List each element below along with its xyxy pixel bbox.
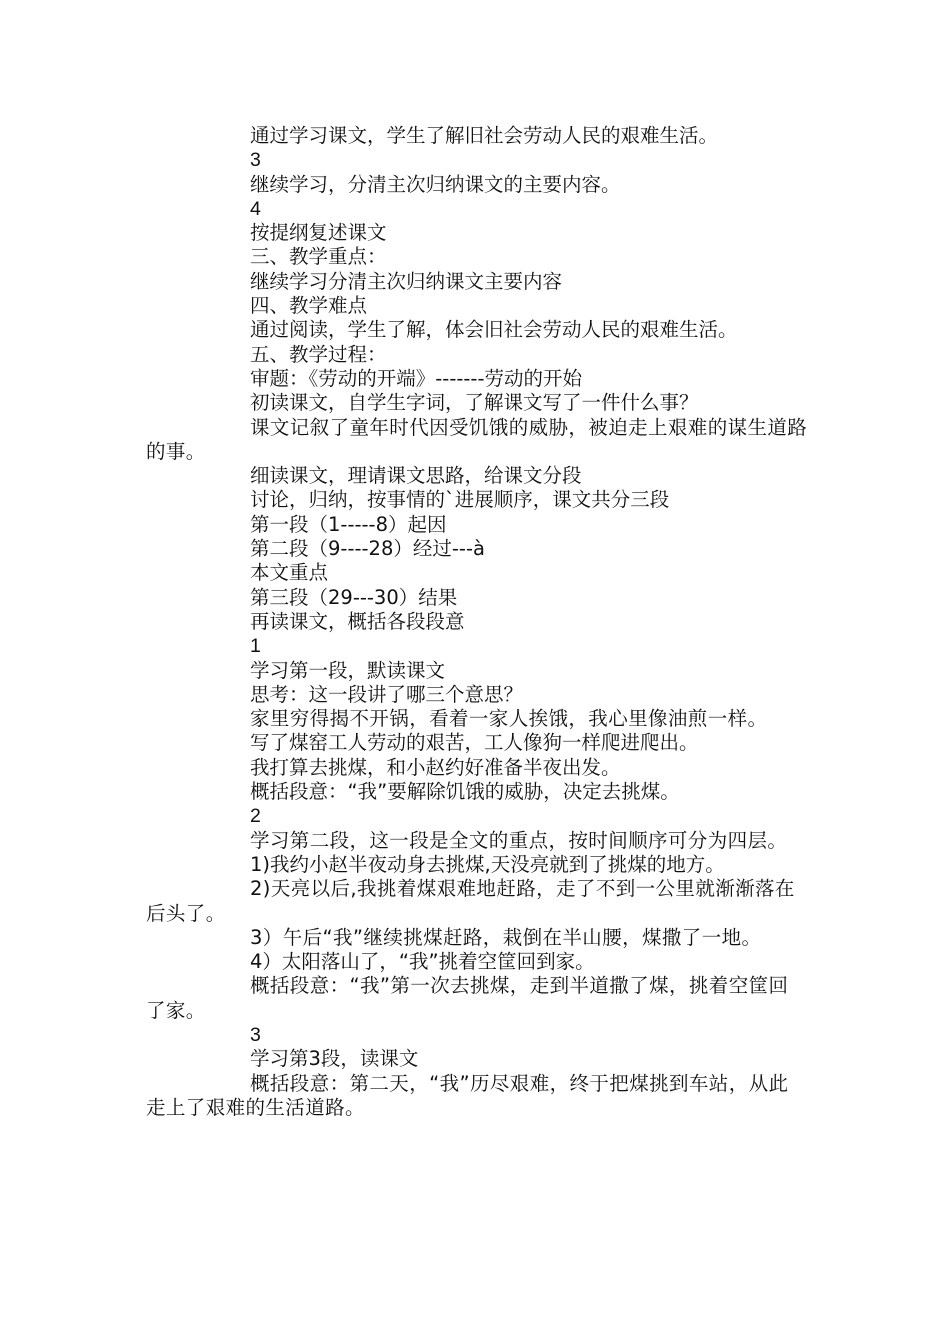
paragraph-detailed-reading: 细读课文，理请课文思路，给课文分段 (250, 464, 582, 488)
item-number-3: 3 (250, 149, 261, 172)
paragraph-layer-2: 2)天亮以后,我挑着煤艰难地赶路，走了不到一公里就渐渐落在后头了。 (146, 877, 795, 925)
paragraph-think: 思考：这一段讲了哪三个意思？ (250, 682, 524, 706)
paragraph-key-points: 继续学习分清主次归纳课文主要内容 (250, 269, 563, 293)
item-number-2: 2 (250, 805, 261, 828)
paragraph-section-2: 第二段（9----28）经过---à (250, 537, 485, 561)
paragraph-difficulties: 通过阅读，学生了解，体会旧社会劳动人民的艰难生活。 (250, 318, 738, 342)
heading-key-points: 三、教学重点： (250, 245, 387, 269)
paragraph-study-part-3: 学习第3段，读课文 (250, 1047, 419, 1071)
paragraph-meaning-2: 写了煤窑工人劳动的艰苦，工人像狗一样爬进爬出。 (250, 731, 699, 755)
heading-process: 五、教学过程： (250, 342, 387, 366)
paragraph-layer-3: 3）午后“我”继续挑煤赶路，栽倒在半山腰，煤撒了一地。 (250, 925, 762, 949)
paragraph-study-part-2: 学习第二段，这一段是全文的重点，按时间顺序可分为四层。 (250, 828, 788, 852)
paragraph-goal-3: 继续学习，分清主次归纳课文的主要内容。 (250, 172, 621, 196)
item-number-4: 4 (250, 197, 261, 220)
paragraph-summary-part-3: 概括段意：第二天，“我”历尽艰难，终于把煤挑到车站，从此走上了艰难的生活道路。 (146, 1071, 789, 1119)
document-body (146, 124, 808, 1120)
item-number-1: 1 (250, 635, 261, 658)
paragraph-title-review: 审题：《劳动的开端》-------劳动的开始 (250, 366, 583, 390)
paragraph-summary-part-2: 概括段意：“我”第一次去挑煤，走到半道撒了煤，挑着空筐回了家。 (146, 974, 789, 1022)
paragraph-discussion: 讨论，归纳，按事情的`进展顺序，课文共分三段 (250, 488, 670, 512)
paragraph-section-1: 第一段（1-----8）起因 (250, 512, 447, 536)
paragraph-goal-1: 通过学习课文，学生了解旧社会劳动人民的艰难生活。 (250, 124, 719, 147)
paragraph-summary-story: 课文记叙了童年时代因受饥饿的威胁，被迫走上艰难的谋生道路的事。 (146, 415, 808, 463)
paragraph-study-part-1: 学习第一段，默读课文 (250, 658, 446, 682)
heading-difficulties: 四、教学难点 (250, 294, 368, 318)
paragraph-layer-1: 1)我约小赵半夜动身去挑煤,天没亮就到了挑煤的地方。 (250, 852, 725, 876)
paragraph-meaning-1: 家里穷得揭不开锅，看着一家人挨饿，我心里像油煎一样。 (250, 707, 768, 731)
paragraph-layer-4: 4）太阳落山了，“我”挑着空筐回到家。 (250, 950, 595, 974)
paragraph-main-point: 本文重点 (250, 561, 329, 585)
paragraph-reread: 再读课文，概括各段段意 (250, 609, 465, 633)
paragraph-summary-part-1: 概括段意：“我”要解除饥饿的威胁，决定去挑煤。 (250, 780, 680, 804)
paragraph-section-3: 第三段（29---30）结果 (250, 585, 458, 609)
paragraph-first-reading: 初读课文，自学生字词，了解课文写了一件什么事？ (250, 391, 699, 415)
paragraph-meaning-3: 我打算去挑煤，和小赵约好准备半夜出发。 (250, 755, 621, 779)
paragraph-goal-4: 按提纲复述课文 (250, 221, 387, 245)
item-number-3b: 3 (250, 1023, 261, 1046)
